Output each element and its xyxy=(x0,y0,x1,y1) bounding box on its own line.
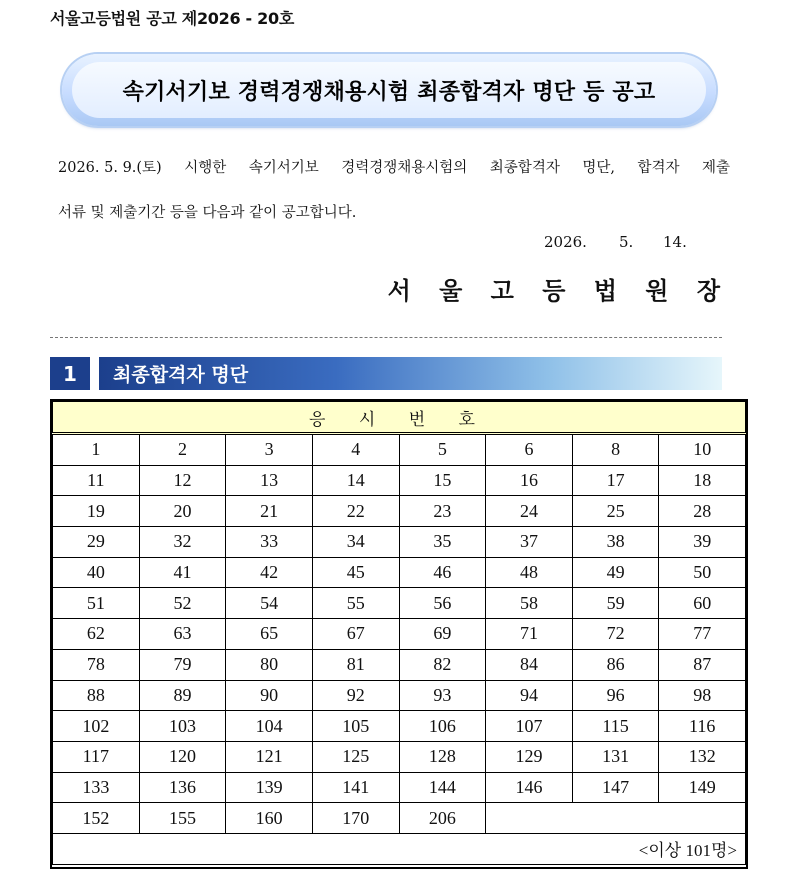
table-cell: 8 xyxy=(572,434,659,466)
table-row xyxy=(53,649,746,680)
body-word: 최종합격자 xyxy=(489,160,560,176)
candidates-table xyxy=(50,399,748,869)
table-cell: 56 xyxy=(399,588,486,619)
table-cell: 87 xyxy=(659,649,746,680)
table-cell: 28 xyxy=(659,496,746,527)
table-cell: 96 xyxy=(572,680,659,711)
table-cell: 79 xyxy=(139,649,226,680)
table-cell: 160 xyxy=(226,803,313,834)
table-cell: 170 xyxy=(312,803,399,834)
table-cell: 24 xyxy=(486,496,573,527)
body-word: 제출 xyxy=(701,160,730,176)
table-cell: 152 xyxy=(53,803,140,834)
table-cell: 107 xyxy=(486,711,573,742)
table-cell: 35 xyxy=(399,527,486,558)
table-cell: 67 xyxy=(312,619,399,650)
table-footer-row xyxy=(53,833,746,864)
table-cell: 125 xyxy=(312,741,399,772)
table-cell: 72 xyxy=(572,619,659,650)
body-paragraph-line-2: 서류 및 제출기간 등을 다음과 같이 공고합니다. xyxy=(58,205,357,221)
table-cell: 69 xyxy=(399,619,486,650)
table-cell: 14 xyxy=(312,465,399,496)
table-row xyxy=(53,772,746,803)
body-word: 속기서기보 xyxy=(248,160,319,176)
table-cell: 52 xyxy=(139,588,226,619)
section-number: 1 xyxy=(50,357,90,390)
table-cell: 19 xyxy=(53,496,140,527)
table-row xyxy=(53,465,746,496)
body-word: 2026. 5. 9.(토) xyxy=(58,160,162,176)
table-header: 응 시 번 호 xyxy=(53,402,746,434)
table-cell: 121 xyxy=(226,741,313,772)
table-cell: 206 xyxy=(399,803,486,834)
table-cell: 49 xyxy=(572,557,659,588)
table-cell: 116 xyxy=(659,711,746,742)
table-cell: 20 xyxy=(139,496,226,527)
table-row xyxy=(53,619,746,650)
table-cell: 80 xyxy=(226,649,313,680)
table-cell: 78 xyxy=(53,649,140,680)
table-cell: 120 xyxy=(139,741,226,772)
table-cell: 39 xyxy=(659,527,746,558)
table-cell: 59 xyxy=(572,588,659,619)
table-cell: 93 xyxy=(399,680,486,711)
table-cell: 42 xyxy=(226,557,313,588)
table-cell: 23 xyxy=(399,496,486,527)
table-cell: 1 xyxy=(53,434,140,466)
table-row xyxy=(53,527,746,558)
table-cell: 139 xyxy=(226,772,313,803)
table-cell: 149 xyxy=(659,772,746,803)
table-header-row xyxy=(53,402,746,434)
table-cell: 12 xyxy=(139,465,226,496)
table-cell: 10 xyxy=(659,434,746,466)
table-cell: 94 xyxy=(486,680,573,711)
table-row xyxy=(53,711,746,742)
table-cell: 88 xyxy=(53,680,140,711)
table-cell: 40 xyxy=(53,557,140,588)
date-day: 14. xyxy=(663,233,687,251)
table-cell: 155 xyxy=(139,803,226,834)
table-cell: 84 xyxy=(486,649,573,680)
table-cell: 90 xyxy=(226,680,313,711)
table-cell: 102 xyxy=(53,711,140,742)
body-paragraph-line-1 xyxy=(58,156,730,177)
body-word: 명단, xyxy=(582,160,615,176)
body-word: 시행한 xyxy=(184,160,227,176)
document-title: 속기서기보 경력경쟁채용시험 최종합격자 명단 등 공고 xyxy=(122,79,656,105)
table-cell: 38 xyxy=(572,527,659,558)
table-cell: 58 xyxy=(486,588,573,619)
table-cell: 2 xyxy=(139,434,226,466)
body-word: 합격자 xyxy=(637,160,680,176)
body-word: 경력경쟁채용시험의 xyxy=(341,160,468,176)
title-banner xyxy=(62,54,716,126)
table-cell: 147 xyxy=(572,772,659,803)
table-cell: 92 xyxy=(312,680,399,711)
table-cell: 33 xyxy=(226,527,313,558)
table-cell: 46 xyxy=(399,557,486,588)
table-row xyxy=(53,588,746,619)
table-row xyxy=(53,803,746,834)
table-cell: 81 xyxy=(312,649,399,680)
table-cell: 132 xyxy=(659,741,746,772)
table-row xyxy=(53,680,746,711)
table-cell: 29 xyxy=(53,527,140,558)
table-cell: 11 xyxy=(53,465,140,496)
table-cell: 55 xyxy=(312,588,399,619)
table-cell: 62 xyxy=(53,619,140,650)
table-cell: 63 xyxy=(139,619,226,650)
table-cell: 16 xyxy=(486,465,573,496)
table-cell: 18 xyxy=(659,465,746,496)
table-cell: 105 xyxy=(312,711,399,742)
date-year: 2026. xyxy=(544,233,587,251)
table-cell: 77 xyxy=(659,619,746,650)
table-cell: 82 xyxy=(399,649,486,680)
table-row xyxy=(53,741,746,772)
table-cell: 32 xyxy=(139,527,226,558)
total-count: <이상 101명> xyxy=(53,833,746,864)
table-row xyxy=(53,496,746,527)
table-cell: 103 xyxy=(139,711,226,742)
table-cell: 144 xyxy=(399,772,486,803)
table-cell: 129 xyxy=(486,741,573,772)
table-cell: 115 xyxy=(572,711,659,742)
table-cell: 98 xyxy=(659,680,746,711)
table-cell: 131 xyxy=(572,741,659,772)
table-cell: 133 xyxy=(53,772,140,803)
table-cell: 104 xyxy=(226,711,313,742)
table-cell: 17 xyxy=(572,465,659,496)
table-cell: 117 xyxy=(53,741,140,772)
table-cell: 136 xyxy=(139,772,226,803)
table-cell: 65 xyxy=(226,619,313,650)
table-cell: 60 xyxy=(659,588,746,619)
table-empty-cell xyxy=(486,803,746,834)
table-cell: 48 xyxy=(486,557,573,588)
section-header-bar xyxy=(99,357,722,390)
table-cell: 45 xyxy=(312,557,399,588)
table-cell: 13 xyxy=(226,465,313,496)
table-cell: 106 xyxy=(399,711,486,742)
table-cell: 41 xyxy=(139,557,226,588)
issuer-signature: 서 울 고 등 법 원 장 xyxy=(387,276,730,305)
table-cell: 22 xyxy=(312,496,399,527)
table-cell: 21 xyxy=(226,496,313,527)
table-row xyxy=(53,434,746,466)
table-cell: 51 xyxy=(53,588,140,619)
table-cell: 50 xyxy=(659,557,746,588)
table-cell: 128 xyxy=(399,741,486,772)
table-cell: 54 xyxy=(226,588,313,619)
table-cell: 15 xyxy=(399,465,486,496)
table-cell: 6 xyxy=(486,434,573,466)
notice-number: 서울고등법원 공고 제2026 - 20호 xyxy=(50,9,294,28)
table-cell: 34 xyxy=(312,527,399,558)
table-cell: 71 xyxy=(486,619,573,650)
section-title: 최종합격자 명단 xyxy=(113,364,249,386)
table-cell: 89 xyxy=(139,680,226,711)
table-cell: 3 xyxy=(226,434,313,466)
table-cell: 5 xyxy=(399,434,486,466)
table-cell: 4 xyxy=(312,434,399,466)
table-cell: 146 xyxy=(486,772,573,803)
table-row xyxy=(53,557,746,588)
divider xyxy=(50,337,722,338)
table-cell: 86 xyxy=(572,649,659,680)
table-cell: 37 xyxy=(486,527,573,558)
date-month: 5. xyxy=(619,233,634,251)
table-cell: 25 xyxy=(572,496,659,527)
table-cell: 141 xyxy=(312,772,399,803)
